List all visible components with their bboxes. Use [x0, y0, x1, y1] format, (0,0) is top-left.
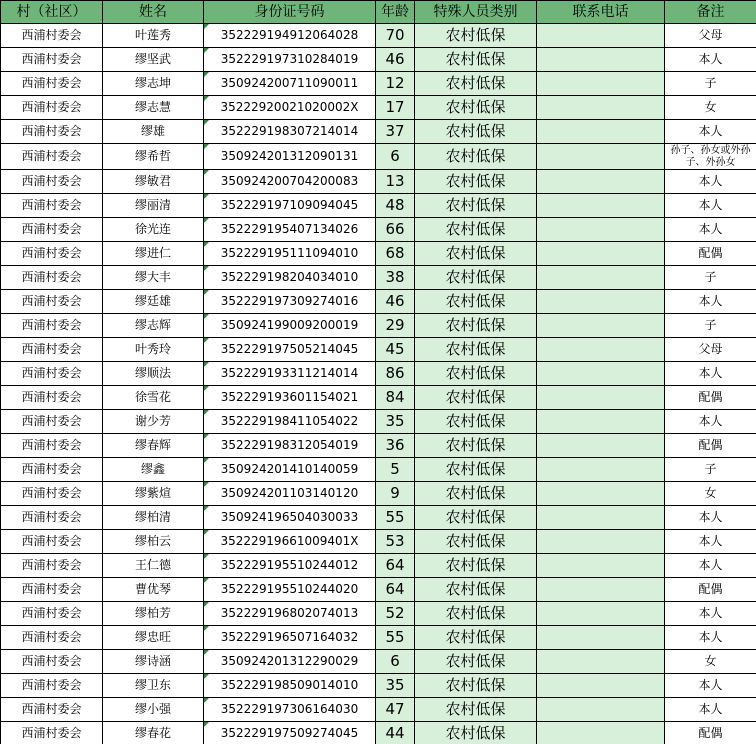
cell-phone[interactable]: [537, 48, 665, 72]
cell-phone[interactable]: [537, 578, 665, 602]
cell-age[interactable]: 37: [376, 120, 415, 144]
cell-category[interactable]: 农村低保: [415, 410, 537, 434]
header-row: [1, 1, 756, 24]
table-row: [1, 314, 756, 338]
table-row: [1, 218, 756, 242]
cell-category[interactable]: 农村低保: [415, 218, 537, 242]
cell-id-number[interactable]: 35222920021020002X: [204, 96, 376, 120]
table-row: [1, 290, 756, 314]
cell-note[interactable]: 本人: [665, 290, 756, 314]
cell-name[interactable]: 缪春花: [103, 722, 204, 744]
cell-village[interactable]: 西浦村委会: [1, 338, 103, 362]
cell-id-number[interactable]: 35222919661009401X: [204, 530, 376, 554]
cell-village[interactable]: 西浦村委会: [1, 434, 103, 458]
cell-note[interactable]: 子: [665, 458, 756, 482]
cell-name[interactable]: 缪敏君: [103, 170, 204, 194]
cell-village[interactable]: 西浦村委会: [1, 362, 103, 386]
cell-name[interactable]: 缪志辉: [103, 314, 204, 338]
cell-id-number[interactable]: 350924200711090011: [204, 72, 376, 96]
cell-village[interactable]: 西浦村委会: [1, 602, 103, 626]
cell-village[interactable]: 西浦村委会: [1, 290, 103, 314]
cell-note[interactable]: 本人: [665, 698, 756, 722]
cell-category[interactable]: 农村低保: [415, 144, 537, 170]
cell-category[interactable]: 农村低保: [415, 698, 537, 722]
cell-age[interactable]: 53: [376, 530, 415, 554]
cell-note[interactable]: 父母: [665, 338, 756, 362]
cell-phone[interactable]: [537, 482, 665, 506]
cell-village[interactable]: 西浦村委会: [1, 48, 103, 72]
cell-id-number[interactable]: 352229198204034010: [204, 266, 376, 290]
cell-village[interactable]: 西浦村委会: [1, 554, 103, 578]
cell-category[interactable]: 农村低保: [415, 530, 537, 554]
table-row: [1, 120, 756, 144]
cell-name[interactable]: 缪廷雄: [103, 290, 204, 314]
cell-name[interactable]: 缪鑫: [103, 458, 204, 482]
table-row: [1, 650, 756, 674]
cell-phone[interactable]: [537, 242, 665, 266]
table-row: [1, 626, 756, 650]
cell-age[interactable]: 52: [376, 602, 415, 626]
cell-category[interactable]: 农村低保: [415, 24, 537, 48]
cell-name[interactable]: 缪志坤: [103, 72, 204, 96]
cell-category[interactable]: 农村低保: [415, 194, 537, 218]
cell-note[interactable]: 本人: [665, 120, 756, 144]
cell-category[interactable]: 农村低保: [415, 506, 537, 530]
cell-age[interactable]: 17: [376, 96, 415, 120]
cell-phone[interactable]: [537, 194, 665, 218]
cell-age[interactable]: 6: [376, 144, 415, 170]
cell-village[interactable]: 西浦村委会: [1, 96, 103, 120]
cell-village[interactable]: 西浦村委会: [1, 506, 103, 530]
cell-id-number[interactable]: 352229198509014010: [204, 674, 376, 698]
header-cell-village[interactable]: 村（社区）: [1, 1, 103, 24]
cell-village[interactable]: 西浦村委会: [1, 266, 103, 290]
cell-id-number[interactable]: 352229197309274016: [204, 290, 376, 314]
header-cell-id[interactable]: 身份证号码: [204, 1, 376, 24]
cell-id-number[interactable]: 352229195510244012: [204, 554, 376, 578]
cell-name[interactable]: 缪卫东: [103, 674, 204, 698]
cell-phone[interactable]: [537, 602, 665, 626]
cell-age[interactable]: 36: [376, 434, 415, 458]
cell-phone[interactable]: [537, 266, 665, 290]
cell-age[interactable]: 64: [376, 554, 415, 578]
cell-id-number[interactable]: 350924201312290029: [204, 650, 376, 674]
cell-id-number[interactable]: 350924201103140120: [204, 482, 376, 506]
cell-village[interactable]: 西浦村委会: [1, 674, 103, 698]
cell-name[interactable]: 缪希哲: [103, 144, 204, 170]
cell-note[interactable]: 女: [665, 482, 756, 506]
cell-id-number[interactable]: 352229196507164032: [204, 626, 376, 650]
cell-id-number[interactable]: 352229195407134026: [204, 218, 376, 242]
cell-category[interactable]: 农村低保: [415, 120, 537, 144]
cell-note[interactable]: 女: [665, 650, 756, 674]
cell-age[interactable]: 55: [376, 626, 415, 650]
cell-id-number[interactable]: 352229193601154021: [204, 386, 376, 410]
cell-age[interactable]: 84: [376, 386, 415, 410]
cell-name[interactable]: 缪丽清: [103, 194, 204, 218]
cell-age[interactable]: 48: [376, 194, 415, 218]
cell-phone[interactable]: [537, 170, 665, 194]
cell-phone[interactable]: [537, 698, 665, 722]
cell-village[interactable]: 西浦村委会: [1, 482, 103, 506]
cell-category[interactable]: 农村低保: [415, 338, 537, 362]
table-row: [1, 24, 756, 48]
cell-phone[interactable]: [537, 506, 665, 530]
cell-note[interactable]: 本人: [665, 218, 756, 242]
cell-id-number[interactable]: 352229198312054019: [204, 434, 376, 458]
header-cell-phone[interactable]: 联系电话: [537, 1, 665, 24]
cell-note[interactable]: 本人: [665, 410, 756, 434]
table-row: [1, 170, 756, 194]
cell-id-number[interactable]: 352229197109094045: [204, 194, 376, 218]
cell-note[interactable]: 本人: [665, 362, 756, 386]
cell-note[interactable]: 本人: [665, 530, 756, 554]
cell-note[interactable]: 本人: [665, 626, 756, 650]
cell-age[interactable]: 47: [376, 698, 415, 722]
cell-category[interactable]: 农村低保: [415, 578, 537, 602]
cell-phone[interactable]: [537, 674, 665, 698]
cell-phone[interactable]: [537, 144, 665, 170]
cell-age[interactable]: 70: [376, 24, 415, 48]
cell-id-number[interactable]: 352229195510244020: [204, 578, 376, 602]
table-row: [1, 386, 756, 410]
cell-id-number[interactable]: 350924200704200083: [204, 170, 376, 194]
cell-age[interactable]: 6: [376, 650, 415, 674]
cell-name[interactable]: 王仁德: [103, 554, 204, 578]
cell-village[interactable]: 西浦村委会: [1, 170, 103, 194]
cell-village[interactable]: 西浦村委会: [1, 144, 103, 170]
cell-age[interactable]: 35: [376, 674, 415, 698]
cell-name[interactable]: 缪春辉: [103, 434, 204, 458]
cell-id-number[interactable]: 352229193311214014: [204, 362, 376, 386]
cell-category[interactable]: 农村低保: [415, 266, 537, 290]
table-row: [1, 410, 756, 434]
cell-category[interactable]: 农村低保: [415, 602, 537, 626]
cell-name[interactable]: 缪顺法: [103, 362, 204, 386]
table-row: [1, 266, 756, 290]
cell-phone[interactable]: [537, 218, 665, 242]
cell-name[interactable]: 缪志慧: [103, 96, 204, 120]
cell-note[interactable]: 本人: [665, 48, 756, 72]
cell-age[interactable]: 44: [376, 722, 415, 744]
table-row: [1, 482, 756, 506]
cell-id-number[interactable]: 352229198307214014: [204, 120, 376, 144]
cell-name[interactable]: 叶秀玲: [103, 338, 204, 362]
cell-village[interactable]: 西浦村委会: [1, 386, 103, 410]
cell-name[interactable]: 徐光连: [103, 218, 204, 242]
cell-age[interactable]: 13: [376, 170, 415, 194]
cell-age[interactable]: 66: [376, 218, 415, 242]
cell-age[interactable]: 35: [376, 410, 415, 434]
cell-name[interactable]: 缪紫煊: [103, 482, 204, 506]
cell-name[interactable]: 徐雪花: [103, 386, 204, 410]
cell-village[interactable]: 西浦村委会: [1, 120, 103, 144]
table-row: [1, 458, 756, 482]
cell-village[interactable]: 西浦村委会: [1, 458, 103, 482]
cell-phone[interactable]: [537, 24, 665, 48]
cell-name[interactable]: 缪柏芳: [103, 602, 204, 626]
table-row: [1, 362, 756, 386]
header-cell-note[interactable]: 备注: [665, 1, 756, 24]
cell-name[interactable]: 缪大丰: [103, 266, 204, 290]
cell-age[interactable]: 38: [376, 266, 415, 290]
cell-phone[interactable]: [537, 554, 665, 578]
cell-category[interactable]: 农村低保: [415, 458, 537, 482]
table-row: [1, 48, 756, 72]
cell-id-number[interactable]: 352229198411054022: [204, 410, 376, 434]
cell-age[interactable]: 55: [376, 506, 415, 530]
cell-id-number[interactable]: 350924201410140059: [204, 458, 376, 482]
cell-note[interactable]: 配偶: [665, 386, 756, 410]
table-row: [1, 72, 756, 96]
cell-id-number[interactable]: 350924201312090131: [204, 144, 376, 170]
cell-name[interactable]: 缪柏清: [103, 506, 204, 530]
cell-category[interactable]: 农村低保: [415, 554, 537, 578]
cell-phone[interactable]: [537, 96, 665, 120]
cell-phone[interactable]: [537, 458, 665, 482]
cell-category[interactable]: 农村低保: [415, 386, 537, 410]
cell-category[interactable]: 农村低保: [415, 650, 537, 674]
table-row: [1, 698, 756, 722]
cell-age[interactable]: 46: [376, 48, 415, 72]
cell-age[interactable]: 45: [376, 338, 415, 362]
cell-name[interactable]: 缪诗涵: [103, 650, 204, 674]
cell-note[interactable]: 本人: [665, 674, 756, 698]
cell-village[interactable]: 西浦村委会: [1, 530, 103, 554]
cell-phone[interactable]: [537, 386, 665, 410]
cell-category[interactable]: 农村低保: [415, 290, 537, 314]
table-row: [1, 506, 756, 530]
cell-village[interactable]: 西浦村委会: [1, 626, 103, 650]
cell-age[interactable]: 5: [376, 458, 415, 482]
cell-village[interactable]: 西浦村委会: [1, 218, 103, 242]
cell-note[interactable]: 子: [665, 266, 756, 290]
cell-note[interactable]: 配偶: [665, 722, 756, 744]
cell-name[interactable]: 缪忠旺: [103, 626, 204, 650]
cell-note[interactable]: 子: [665, 72, 756, 96]
cell-id-number[interactable]: 352229197505214045: [204, 338, 376, 362]
cell-phone[interactable]: [537, 120, 665, 144]
cell-village[interactable]: 西浦村委会: [1, 242, 103, 266]
cell-category[interactable]: 农村低保: [415, 242, 537, 266]
header-cell-age[interactable]: 年龄: [376, 1, 415, 24]
cell-phone[interactable]: [537, 722, 665, 744]
cell-age[interactable]: 46: [376, 290, 415, 314]
cell-note[interactable]: 配偶: [665, 578, 756, 602]
cell-village[interactable]: 西浦村委会: [1, 24, 103, 48]
table-row: [1, 96, 756, 120]
cell-village[interactable]: 西浦村委会: [1, 578, 103, 602]
table-row: [1, 144, 756, 170]
cell-id-number[interactable]: 350924199009200019: [204, 314, 376, 338]
cell-note[interactable]: 女: [665, 96, 756, 120]
cell-note[interactable]: 配偶: [665, 434, 756, 458]
cell-village[interactable]: 西浦村委会: [1, 72, 103, 96]
cell-id-number[interactable]: 352229197509274045: [204, 722, 376, 744]
cell-phone[interactable]: [537, 72, 665, 96]
cell-category[interactable]: 农村低保: [415, 434, 537, 458]
cell-phone[interactable]: [537, 650, 665, 674]
cell-id-number[interactable]: 352229197310284019: [204, 48, 376, 72]
cell-name[interactable]: 缪柏云: [103, 530, 204, 554]
cell-note[interactable]: 子: [665, 314, 756, 338]
cell-id-number[interactable]: 352229195111094010: [204, 242, 376, 266]
table-row: [1, 338, 756, 362]
cell-category[interactable]: 农村低保: [415, 314, 537, 338]
cell-phone[interactable]: [537, 338, 665, 362]
cell-age[interactable]: 68: [376, 242, 415, 266]
cell-age[interactable]: 29: [376, 314, 415, 338]
cell-name[interactable]: 缪进仁: [103, 242, 204, 266]
table-row: [1, 242, 756, 266]
cell-village[interactable]: 西浦村委会: [1, 194, 103, 218]
cell-name[interactable]: 谢少芳: [103, 410, 204, 434]
cell-age[interactable]: 86: [376, 362, 415, 386]
cell-village[interactable]: 西浦村委会: [1, 722, 103, 744]
cell-id-number[interactable]: 350924196504030033: [204, 506, 376, 530]
cell-phone[interactable]: [537, 290, 665, 314]
cell-village[interactable]: 西浦村委会: [1, 314, 103, 338]
cell-phone[interactable]: [537, 626, 665, 650]
cell-age[interactable]: 9: [376, 482, 415, 506]
table-row: [1, 722, 756, 744]
cell-category[interactable]: 农村低保: [415, 674, 537, 698]
cell-note[interactable]: 本人: [665, 506, 756, 530]
header-cell-category[interactable]: 特殊人员类别: [415, 1, 537, 24]
table-row: [1, 530, 756, 554]
table-row: [1, 578, 756, 602]
header-cell-name[interactable]: 姓名: [103, 1, 204, 24]
cell-id-number[interactable]: 352229194912064028: [204, 24, 376, 48]
cell-name[interactable]: 缪小强: [103, 698, 204, 722]
cell-category[interactable]: 农村低保: [415, 96, 537, 120]
cell-village[interactable]: 西浦村委会: [1, 650, 103, 674]
cell-category[interactable]: 农村低保: [415, 626, 537, 650]
cell-phone[interactable]: [537, 362, 665, 386]
cell-category[interactable]: 农村低保: [415, 482, 537, 506]
cell-category[interactable]: 农村低保: [415, 362, 537, 386]
cell-category[interactable]: 农村低保: [415, 170, 537, 194]
table-row: [1, 674, 756, 698]
table-row: [1, 194, 756, 218]
cell-note[interactable]: 本人: [665, 554, 756, 578]
cell-age[interactable]: 64: [376, 578, 415, 602]
cell-name[interactable]: 缪坚武: [103, 48, 204, 72]
cell-note[interactable]: 父母: [665, 24, 756, 48]
cell-name[interactable]: 曹优琴: [103, 578, 204, 602]
cell-note[interactable]: 配偶: [665, 242, 756, 266]
cell-note[interactable]: 本人: [665, 170, 756, 194]
cell-id-number[interactable]: 352229197306164030: [204, 698, 376, 722]
cell-name[interactable]: 叶莲秀: [103, 24, 204, 48]
cell-phone[interactable]: [537, 434, 665, 458]
cell-id-number[interactable]: 352229196802074013: [204, 602, 376, 626]
cell-category[interactable]: 农村低保: [415, 48, 537, 72]
table-row: [1, 554, 756, 578]
cell-note[interactable]: 本人: [665, 602, 756, 626]
cell-category[interactable]: 农村低保: [415, 722, 537, 744]
table-row: [1, 434, 756, 458]
cell-note[interactable]: 本人: [665, 194, 756, 218]
cell-category[interactable]: 农村低保: [415, 72, 537, 96]
cell-phone[interactable]: [537, 530, 665, 554]
cell-phone[interactable]: [537, 314, 665, 338]
cell-village[interactable]: 西浦村委会: [1, 698, 103, 722]
cell-phone[interactable]: [537, 410, 665, 434]
table-row: [1, 602, 756, 626]
cell-village[interactable]: 西浦村委会: [1, 410, 103, 434]
cell-age[interactable]: 12: [376, 72, 415, 96]
cell-note[interactable]: 孙子、孙女或外孙子、外孙女: [665, 144, 756, 170]
cell-name[interactable]: 缪雄: [103, 120, 204, 144]
